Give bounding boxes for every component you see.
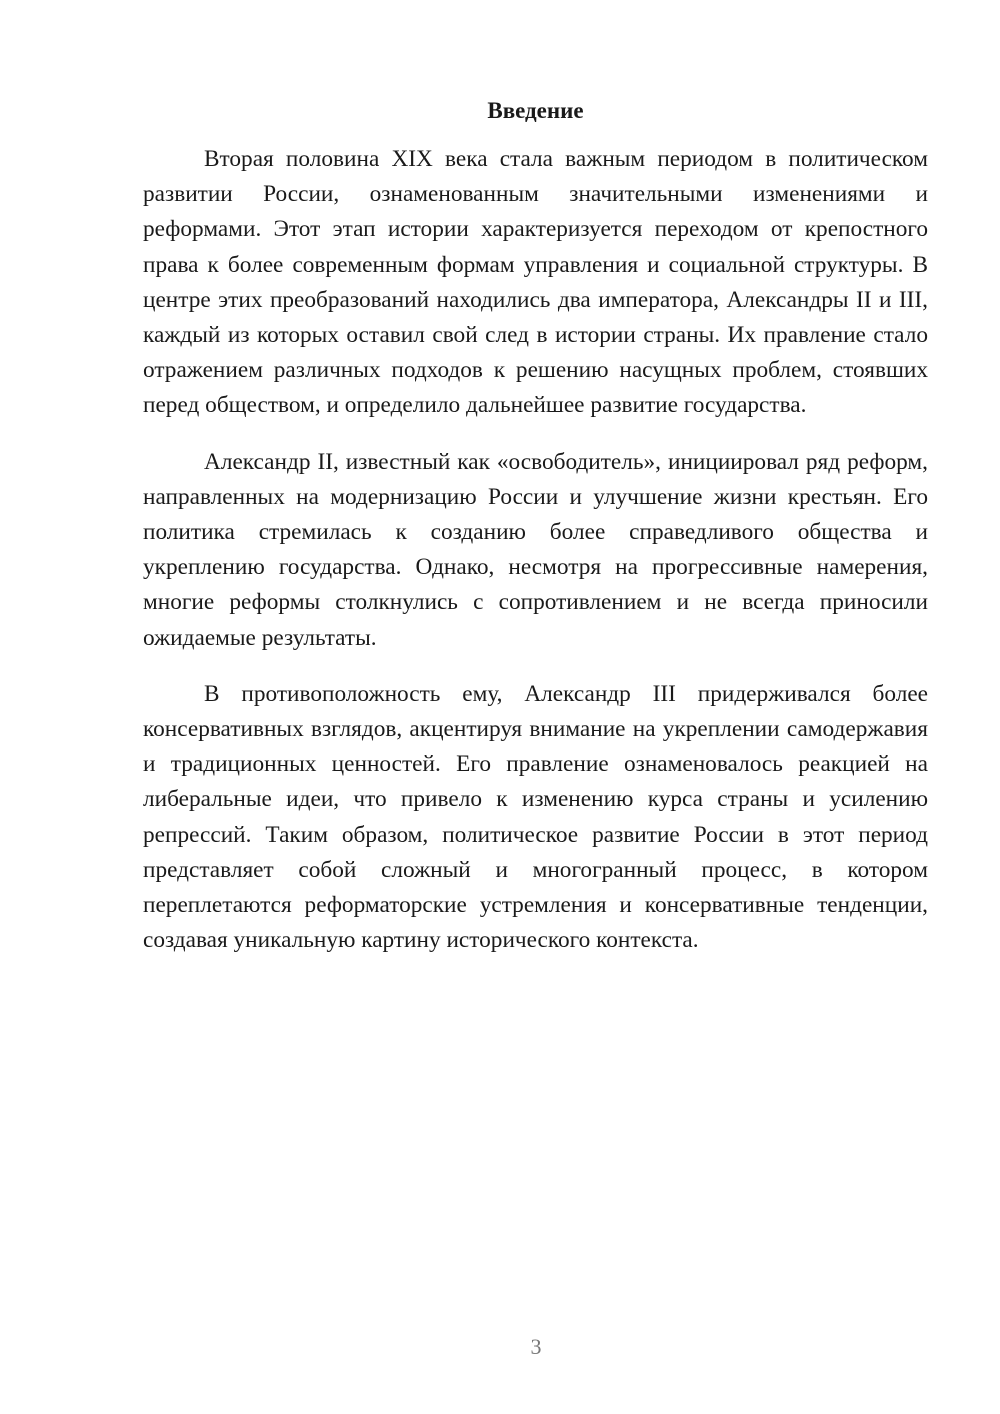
paragraph-3: В противоположность ему, Александр III придерживался более консервативных взглядов, акцентируя внимание на укреплении самодержавия и традиционных ценностей. Его правление ознаменовалось реакцией на либеральные идеи, что привело к изменению курса страны и усилению репрессий. Таким образом, политическое развитие России в этот период представляет собой сложный и многогранный процесс, в котором переплетаются реформаторские устремления и консервативные тенденции, создавая уникальную картину исторического контекста.	[143, 680, 928, 954]
body-text	[143, 142, 928, 958]
paragraph-1: Вторая половина XIX века стала важным периодом в политическом развитии России, ознаменованным значительными изменениями и реформами. Этот этап истории характеризуется переходом от крепостного права к более современным формам управления и социальной структуры. В центре этих преобразований находились два императора, Александры II и III, каждый из которых оставил свой след в истории страны. Их правление стало отражением различных подходов к решению насущных проблем, стоявших перед обществом, и определило дальнейшее развитие государства.	[143, 146, 928, 419]
section-heading: Введение	[487, 98, 584, 123]
paragraph-2: Александр II, известный как «освободитель», инициировал ряд реформ, направленных на модернизацию России и улучшение жизни крестьян. Его политика стремилась к созданию более справедливого общества и укреплению государства. Однако, несмотря на прогрессивные намерения, многие реформы столкнулись с сопротивлением и не всегда приносили ожидаемые результаты.	[143, 448, 928, 651]
page-number: 3	[530, 1334, 542, 1359]
